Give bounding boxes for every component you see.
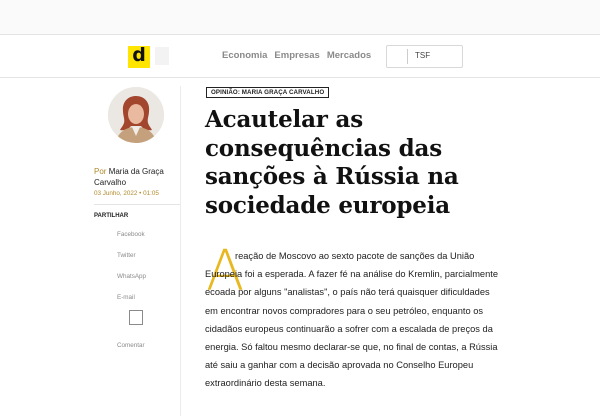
tsf-radio-button[interactable] xyxy=(386,45,463,68)
byline-separator xyxy=(94,204,180,205)
article-dropcap: A xyxy=(206,239,245,304)
share-title: PARTILHAR xyxy=(94,213,129,219)
author-name[interactable]: Maria da Graça Carvalho xyxy=(94,167,164,187)
article-headline: Acautelar as consequências das sanções à Rússia na sociedade europeia xyxy=(205,106,459,219)
site-logo[interactable]: d xyxy=(128,46,150,68)
tsf-divider xyxy=(407,49,408,64)
main-nav xyxy=(222,50,371,61)
share-email-link[interactable]: E-mail xyxy=(117,294,135,301)
share-whatsapp-link[interactable]: WhatsApp xyxy=(117,273,147,280)
nav-empresas[interactable]: Empresas xyxy=(274,50,320,61)
share-facebook-link[interactable]: Facebook xyxy=(117,231,145,238)
tsf-label: TSF xyxy=(415,51,431,60)
article-body: reação de Moscovo ao sexto pacote de sanções da União Europeia foi a esperada. A fazer fé na análise do Kremlin, parcialmente ecoada por alguns "analistas", o país não terá quaisquer dificuldades em encontrar novos compradores para o seu petróleo, enquanto os cidadãos europeus continuarão a sofrer com a escalada de preços da energia. Só faltou mesmo declarar-se que, no final de contas, a Rússia até saiu a ganhar com a decisão aprovada no Conselho Europeu extraordinário desta semana. xyxy=(205,251,499,389)
publish-date: 03 Junho, 2022 • 01:05 xyxy=(94,190,159,197)
author-avatar[interactable] xyxy=(108,87,164,143)
sidebar-divider xyxy=(180,86,181,416)
nav-economia[interactable]: Economia xyxy=(222,50,268,61)
article-category-tag[interactable]: OPINIÃO: MARIA GRAÇA CARVALHO xyxy=(206,87,329,98)
copy-link-button[interactable] xyxy=(129,310,143,325)
byline-prefix: Por xyxy=(94,167,107,176)
top-strip xyxy=(0,0,600,34)
comment-link[interactable]: Comentar xyxy=(117,342,145,349)
share-twitter-link[interactable]: Twitter xyxy=(117,252,136,259)
author-portrait-icon xyxy=(108,87,164,143)
logo-placeholder xyxy=(155,47,169,65)
site-header xyxy=(0,34,600,78)
author-byline xyxy=(94,166,174,188)
nav-mercados[interactable]: Mercados xyxy=(326,50,372,61)
